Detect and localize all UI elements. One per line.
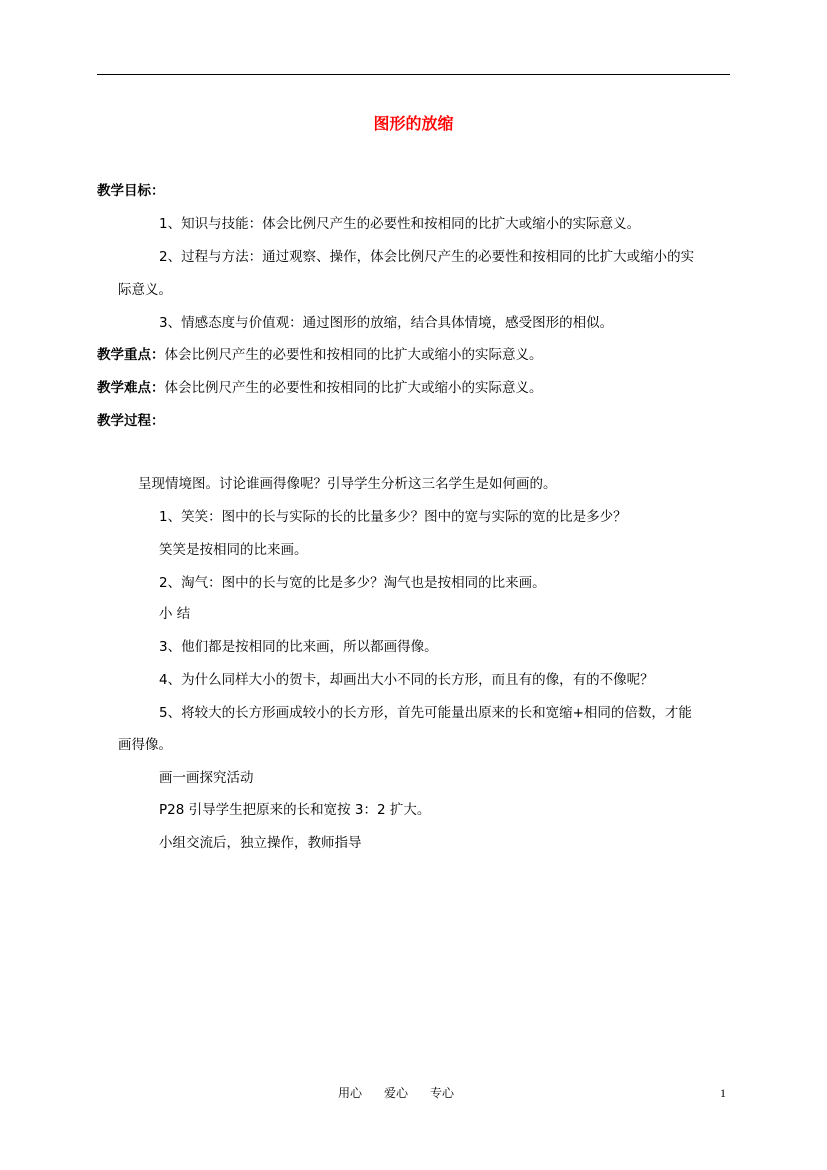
process-summary: 小 结 — [159, 606, 191, 622]
difficulty — [97, 378, 543, 398]
process-heading: 教学过程： — [97, 413, 165, 429]
objective-item-2-line-1: 2、过程与方法：通过观察、操作，体会比例尺产生的必要性和按相同的比扩大或缩小的实 — [159, 249, 695, 265]
header-rule — [97, 74, 730, 75]
objectives-heading: 教学目标： — [97, 183, 165, 199]
process-question-2: 2、淘气：图中的长与宽的比是多少？淘气也是按相同的比来画。 — [159, 575, 546, 591]
objective-item-3: 3、情感态度与价值观：通过图形的放缩，结合具体情境，感受图形的相似。 — [159, 315, 614, 331]
footer-motto: 专心 — [430, 1086, 455, 1100]
difficulty-text: 体会比例尺产生的必要性和按相同的比扩大或缩小的实际意义。 — [164, 380, 543, 396]
process-activity: 画一画探究活动 — [159, 770, 254, 786]
process-point-3: 3、他们都是按相同的比来画，所以都画得像。 — [159, 639, 438, 655]
process-point-5-line-2: 画得像。 — [118, 737, 172, 753]
process-point-5-line-1: 5、将较大的长方形画成较小的长方形，首先可能量出原来的长和宽缩+相同的倍数，才能 — [159, 705, 692, 721]
process-answer-1: 笑笑是按相同的比来画。 — [159, 542, 308, 558]
difficulty-label: 教学难点： — [97, 380, 165, 396]
process-question-1: 1、笑笑：图中的长与实际的长的比量多少？图中的宽与实际的宽的比是多少？ — [159, 509, 627, 525]
key-point — [97, 345, 543, 365]
footer-motto: 爱心 — [384, 1086, 409, 1100]
page-number: 1 — [720, 1086, 726, 1100]
footer-mottos — [338, 1084, 476, 1102]
objective-item-1: 1、知识与技能：体会比例尺产生的必要性和按相同的比扩大或缩小的实际意义。 — [159, 216, 641, 232]
process-p28: P28 引导学生把原来的长和宽按 3：2 扩大。 — [159, 802, 431, 818]
key-point-label: 教学重点： — [97, 347, 165, 363]
objective-item-2-line-2: 际意义。 — [118, 282, 172, 298]
key-point-text: 体会比例尺产生的必要性和按相同的比扩大或缩小的实际意义。 — [164, 347, 543, 363]
process-intro: 呈现情境图。讨论谁画得像呢？引导学生分析这三名学生是如何画的。 — [138, 476, 557, 492]
process-point-4: 4、为什么同样大小的贺卡，却画出大小不同的长方形，而且有的像，有的不像呢？ — [159, 672, 654, 688]
document-title: 图形的放缩 — [373, 114, 454, 133]
footer-motto: 用心 — [338, 1086, 363, 1100]
process-guide: 小组交流后，独立操作，教师指导 — [159, 835, 362, 851]
